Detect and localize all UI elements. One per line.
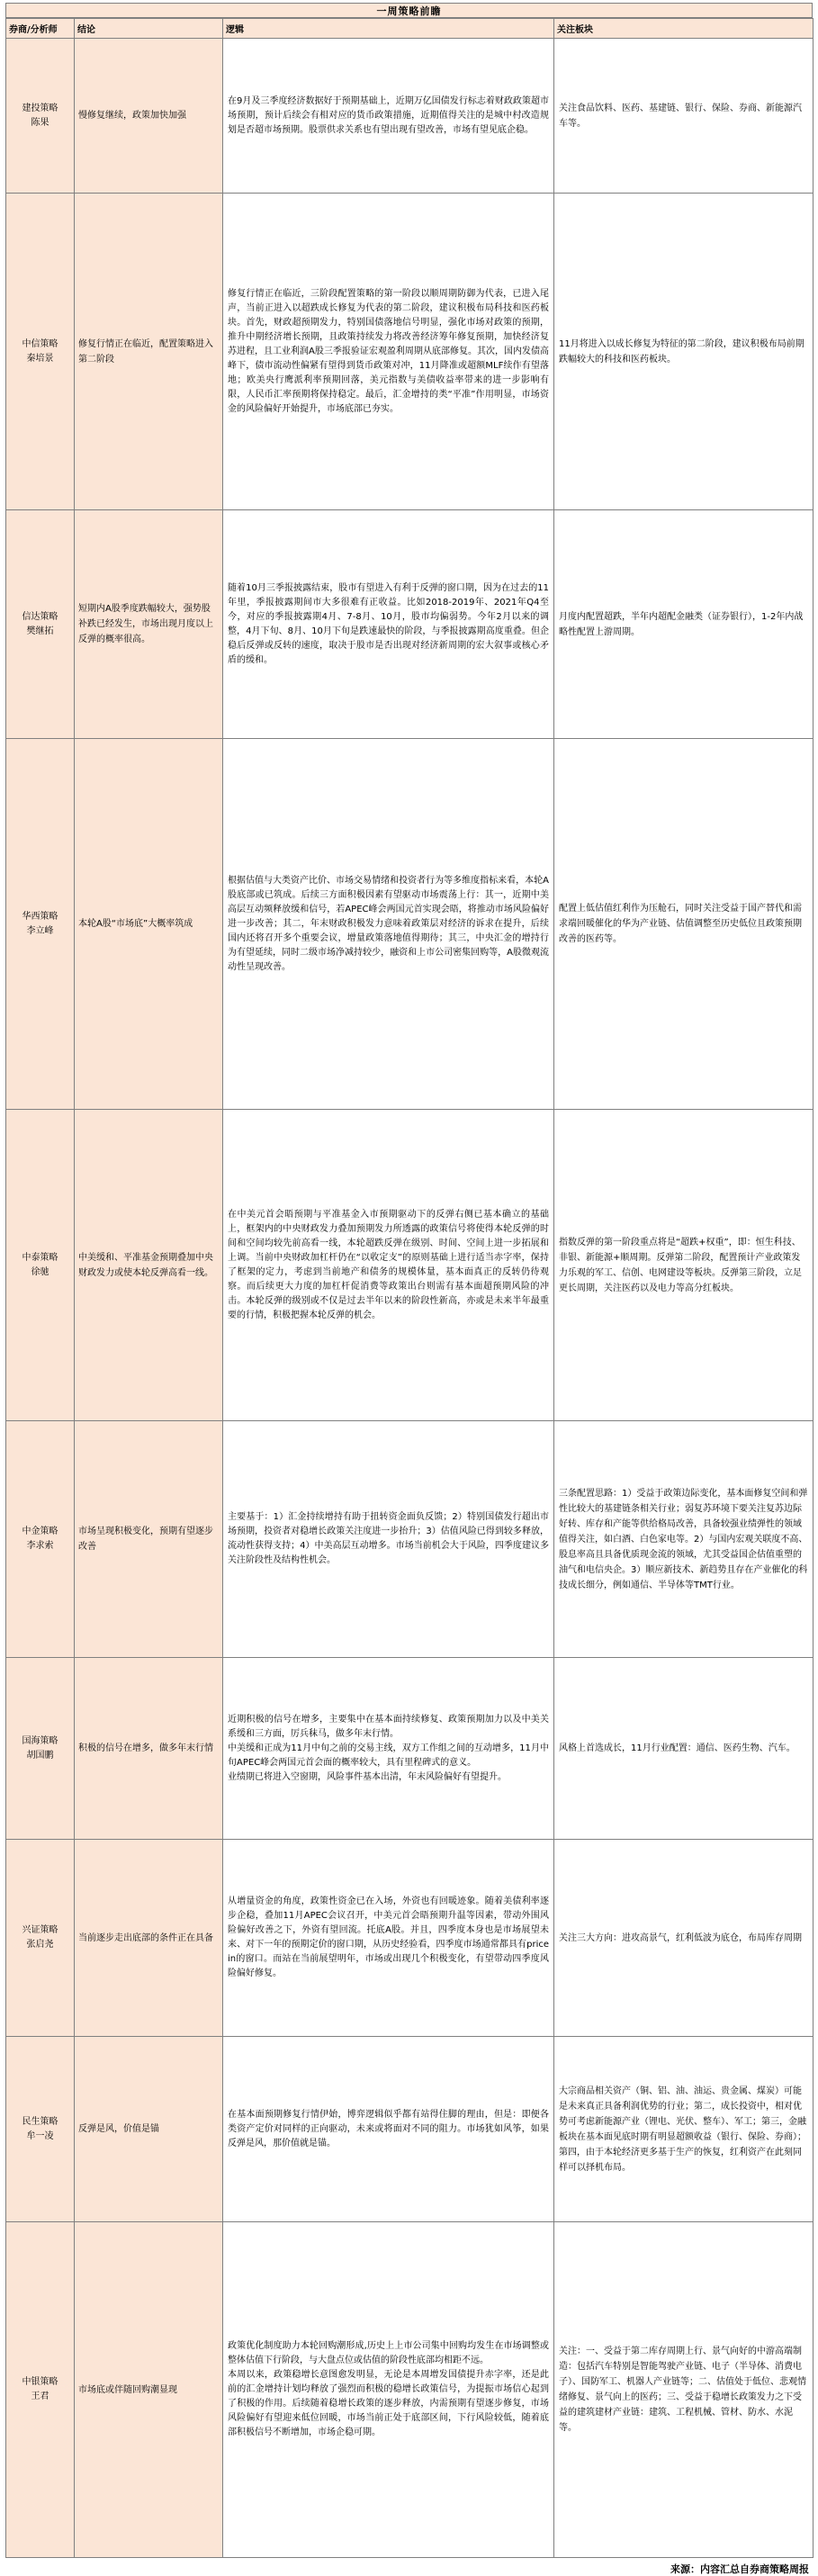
analyst-name: 李立峰 xyxy=(26,925,54,936)
conclusion-cell: 积极的信号在增多，做多年末行情 xyxy=(75,1658,223,1840)
header-row xyxy=(6,19,814,39)
strategy-sheet xyxy=(5,3,813,2576)
logic-cell: 从增量资金的角度，政策性资金已在入场，外资也有回暖迹象。随着美债利率逐步企稳，叠加11月APEC会议召开，中美元首会晤预期升温等因素，带动外围风险偏好改善之下，外资有望回流。托底A股。并且，四季度本身也是市场展望未来、对下一年的预期定价的窗口期，从历史经验看，四季度市场通常都具有price in的窗口。而站在当前展望明年，市场或出现几个积极变化，有望带动四季度风险偏好修复。 xyxy=(223,1840,554,2037)
table-row xyxy=(6,2222,814,2558)
firm-cell xyxy=(6,39,75,194)
table-row xyxy=(6,39,814,194)
column-header-logic: 逻辑 xyxy=(223,19,554,39)
analyst-name: 胡国鹏 xyxy=(26,1750,54,1761)
firm-cell xyxy=(6,510,75,739)
table-row xyxy=(6,739,814,1110)
firm-name: 国海策略 xyxy=(22,1735,58,1746)
table-row xyxy=(6,194,814,510)
conclusion-cell: 市场呈现积极变化，预期有望逐步改善 xyxy=(75,1421,223,1658)
conclusion-cell: 市场底或伴随回购潮显现 xyxy=(75,2222,223,2558)
firm-name: 中金策略 xyxy=(22,1527,58,1536)
analyst-name: 牟一凌 xyxy=(26,2130,54,2141)
firm-cell xyxy=(6,2222,75,2558)
logic-cell: 在基本面预期修复行情伊始，博弈逻辑似乎都有站得住脚的理由，但是：即便各类资产定价对同样的正向驱动，未来或将面对不同的阻力。市场犹如风筝，如果反弹是风，那价值就是锚。 xyxy=(223,2037,554,2222)
logic-cell: 在中美元首会晤预期与平准基金入市预期驱动下的反弹右侧已基本确立的基础上，框架内的中央财政发力叠加预期发力所透露的政策信号将使得本轮反弹的时间和空间均较先前高看一线，本轮超跌反弹在级别、时间、空间上进一步拓展和上调。当前中央财政加杠杆仍在“以收定支”的原则基础上进行适当赤字率，保持了框架的定力，考虑到当前地产和债务的规模体量，基本面真正的反转仍待观察。而后续更大力度的加杠杆促消费等政策出台则需有基本面超预期风险的冲击。本轮反弹的级别或不仅是过去半年以来的阶段性新高，亦或是未来半年最重要的行情，积极把握本轮反弹的机会。 xyxy=(223,1110,554,1421)
strategy-table xyxy=(5,18,814,2558)
firm-cell xyxy=(6,1421,75,1658)
analyst-name: 李求索 xyxy=(26,1541,54,1551)
conclusion-cell: 短期内A股季度跌幅较大，强势股补跌已经发生，市场出现月度以上反弹的概率很高。 xyxy=(75,510,223,739)
logic-cell: 修复行情正在临近，三阶段配置策略的第一阶段以顺周期防御为代表，已进入尾声，当前正进入以超跌成长修复为代表的第二阶段，建议积极布局科技和医药板块。首先，财政超预期发力，特别国债落地信号明显，强化市场对政策的预期，推升中期经济增长预期，且政策持续发力将改善经济筹年修复预期，加快经济复苏进程，且工业利润A股三季报验证宏观盈利周期从底部修复。其次，国内发债高峰下，债市流动性偏紧有望得到货币政策对冲，11月降准或超额MLF续作有望落地；欧美央行鹰派利率预期回落，美元指数与美债收益率带来的进一步影响有限，人民币汇率预期将保持稳定。最后，汇金增持的类“平准”作用明显，市场资金的风险偏好开始提升，市场底部已夯实。 xyxy=(223,194,554,510)
analyst-name: 徐驰 xyxy=(31,1266,49,1277)
firm-name: 中泰策略 xyxy=(22,1252,58,1263)
firm-name: 建投策略 xyxy=(22,103,58,113)
logic-cell: 政策优化制度助力本轮回购潮形成,历史上上市公司集中回购均发生在市场调整或整体估值下行阶段，与大盘点位或估值的阶段性底部均相距不远。 本周以来，政策稳增长意图愈发明显，无论是本周增发国债提升赤字率，还是此前的汇金增持计划均释放了强烈而积极的稳增长政策信号，为提振市场信心起到了积极的作用。后续随着稳增长政策的逐步释放，内需预期有望逐步修复，市场风险偏好有望迎来低位回暖，市场当前正处于底部区间，下行风险较低，随着底部积极信号不断增加，市场企稳可期。 xyxy=(223,2222,554,2558)
table-row xyxy=(6,1110,814,1421)
focus-cell: 11月将进入以成长修复为特征的第二阶段，建议积极布局前期跌幅较大的科技和医药板块。 xyxy=(554,194,814,510)
logic-cell: 近期积极的信号在增多，主要集中在基本面持续修复、政策预期加力以及中美关系缓和三方面，厉兵秣马，做多年末行情。 中美缓和正成为11月中旬之前的交易主线，双方工作组之间的互动增多，11月中旬APEC峰会两国元首会面的概率较大，具有里程碑式的意义。 业绩期已将进入空窗期，风险事件基本出清，年末风险偏好有望提升。 xyxy=(223,1658,554,1840)
column-header-conclusion: 结论 xyxy=(75,19,223,39)
conclusion-cell: 中美缓和、平准基金预期叠加中央财政发力或使本轮反弹高看一线。 xyxy=(75,1110,223,1421)
firm-name: 中银策略 xyxy=(22,2377,58,2387)
firm-name: 中信策略 xyxy=(22,338,58,349)
column-header-focus: 关注板块 xyxy=(554,19,814,39)
logic-cell: 主要基于：1）汇金持续增持有助于扭转资金面负反馈；2）特别国债发行超出市场预期，投资者对稳增长政策关注度进一步抬升；3）估值风险已得到较多释放，流动性获得支持；4）中美高层互动增多。市场当前机会大于风险，四季度建议多关注阶段性及结构性机会。 xyxy=(223,1421,554,1658)
firm-cell xyxy=(6,2037,75,2222)
focus-cell: 关注：一、受益于第二库存周期上行、景气向好的中游高端制造：包括汽车特别是智能驾驶产业链、电子（半导体、消费电子）、国防军工、机器人产业链等；二、估值处于低位、悲观情绪修复、景气向上的医药；三、受益于稳增长政策发力之下受益的建筑建材产业链：建筑、工程机械、管材、防水、水泥等。 xyxy=(554,2222,814,2558)
table-row xyxy=(6,1840,814,2037)
firm-cell xyxy=(6,1840,75,2037)
focus-cell: 大宗商品相关资产（铜、铝、油、油运、贵金属、煤炭）可能是未来真正具备利润优势的行业；第二，成长投资中，相对优势可考虑新能源产业（锂电、光伏、整车）、军工；第三，金融板块在基本面见底时期有明显超额收益（银行、保险、券商）；第四，由于本轮经济更多基于生产的恢复，红利资产在此刻同样可以择机布局。 xyxy=(554,2037,814,2222)
analyst-name: 王君 xyxy=(31,2391,49,2401)
firm-cell xyxy=(6,1110,75,1421)
focus-cell: 指数反弹的第一阶段重点将是“超跌+权重”，即：恒生科技、非银、新能源+顺周期。反弹第二阶段，配置预计产业政策发力乐观的军工、信创、电网建设等板块。反弹第三阶段，立足更长周期，关注医药以及电力等高分红板块。 xyxy=(554,1110,814,1421)
conclusion-cell: 本轮A股“市场底”大概率筑成 xyxy=(75,739,223,1110)
focus-cell: 关注食品饮料、医药、基建链、银行、保险、券商、新能源汽车等。 xyxy=(554,39,814,194)
firm-name: 民生策略 xyxy=(22,2116,58,2127)
conclusion-cell: 反弹是风，价值是锚 xyxy=(75,2037,223,2222)
page-title: 一周策略前瞻 xyxy=(5,3,813,18)
column-header-firm: 券商/分析师 xyxy=(6,19,75,39)
conclusion-cell: 当前逐步走出底部的条件正在具备 xyxy=(75,1840,223,2037)
analyst-name: 樊继拓 xyxy=(26,626,54,636)
table-row xyxy=(6,2037,814,2222)
logic-cell: 随着10月三季报披露结束，股市有望进入有利于反弹的窗口期，因为在过去的11年里，季报披露期间市大多很难有正收益。比如2018-2019年、2021年Q4至今，对应的季报披露期4月、7-8月、10月，股市均偏弱势。今年2月以来的调整，4月下旬、8月、10月下旬是跌速最快的阶段，与季报披露期高度重叠。但企稳后反弹或反转的速度，取决于股市是否出现对经济新周期的宏大叙事或核心矛盾的缓和。 xyxy=(223,510,554,739)
focus-cell: 关注三大方向：进攻高景气，红利低波为底仓，布局库存周期 xyxy=(554,1840,814,2037)
table-row xyxy=(6,510,814,739)
analyst-name: 陈果 xyxy=(31,117,49,128)
firm-cell xyxy=(6,194,75,510)
firm-cell xyxy=(6,1658,75,1840)
focus-cell: 风格上首选成长，11月行业配置：通信、医药生物、汽车。 xyxy=(554,1658,814,1840)
firm-name: 兴证策略 xyxy=(22,1925,58,1935)
source-note: 来源：内容汇总自券商策略周报 xyxy=(670,2563,809,2575)
table-row xyxy=(6,1658,814,1840)
table-row xyxy=(6,1421,814,1658)
focus-cell: 三条配置思路：1）受益于政策边际变化，基本面修复空间和弹性比较大的基建链条相关行业；弱复苏环境下要关注复苏边际好转、库存和产能等供给格局改善，具备较强业绩弹性的领域值得关注，如白酒、白色家电等。2）与国内宏观关联度不高、股息率高且具备优质现金流的领域，尤其受益国企估值重塑的油气和电信央企。3）顺应新技术、新趋势且存在产业催化的科技成长细分，例如通信、半导体等TMT行业。 xyxy=(554,1421,814,1658)
logic-cell: 在9月及三季度经济数据好于预期基础上，近期万亿国债发行标志着财政政策超市场预期，预计后续会有相对应的货币政策措施，近期值得关注的是城中村改造规划是否超市场预期。股票供求关系也有望出现有望改善，市场有望见底企稳。 xyxy=(223,39,554,194)
conclusion-cell: 修复行情正在临近，配置策略进入第二阶段 xyxy=(75,194,223,510)
firm-name: 信达策略 xyxy=(22,611,58,622)
conclusion-cell: 慢修复继续，政策加快加强 xyxy=(75,39,223,194)
firm-name: 华西策略 xyxy=(22,911,58,922)
focus-cell: 月度内配置超跌，半年内超配金融类（证券银行），1-2年内战略性配置上游周期。 xyxy=(554,510,814,739)
analyst-name: 张启尧 xyxy=(26,1940,54,1950)
focus-cell: 配置上低估值红利作为压舱石，同时关注受益于国产替代和需求端回暖催化的华为产业链、估值调整至历史低位且政策预期改善的医药等。 xyxy=(554,739,814,1110)
logic-cell: 根据估值与大类资产比价、市场交易情绪和投资者行为等多维度指标来看，本轮A股底部或已筑成。后续三方面积极因素有望驱动市场震荡上行：其一，近期中美高层互动频释放缓和信号，若APEC峰会两国元首实现会晤，将推动市场风险偏好进一步改善；其二，年末财政积极发力意味着政策层对经济的诉求在提升，后续国内还将召开多个重要会议，增量政策落地值得期待；其三，中央汇金的增持行为有望延续，同时二级市场净减持较少，融资和上市公司密集回购等，A股微观流动性呈现改善。 xyxy=(223,739,554,1110)
firm-cell xyxy=(6,739,75,1110)
analyst-name: 秦培景 xyxy=(26,353,54,364)
